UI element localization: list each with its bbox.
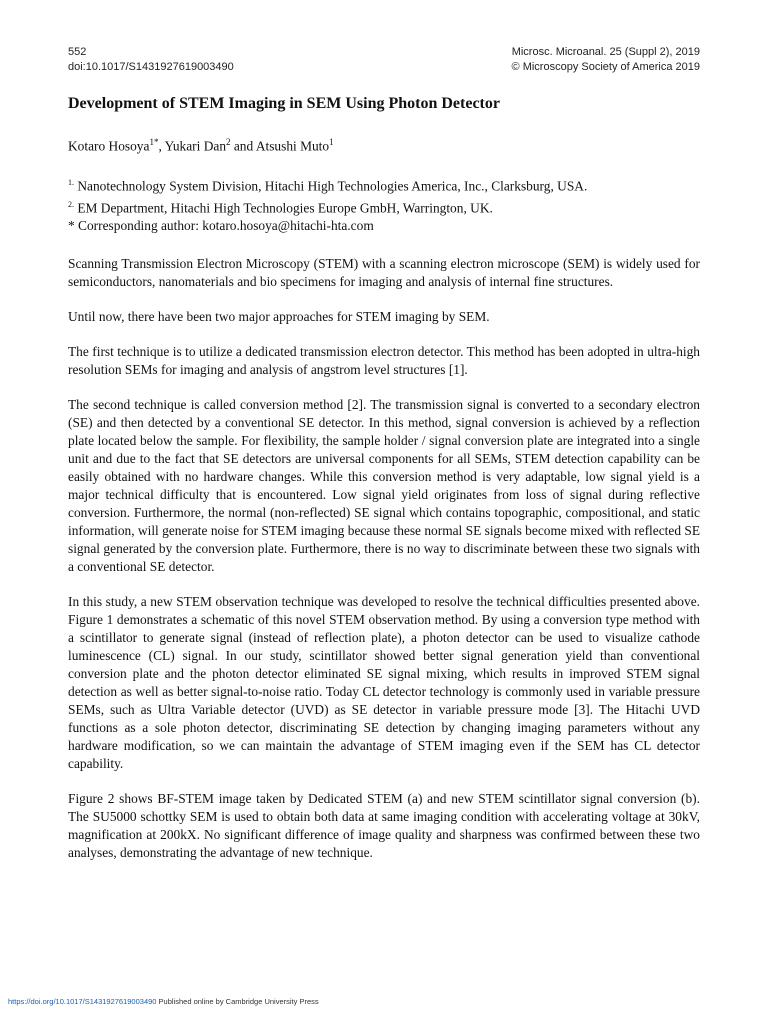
- affiliation-text: EM Department, Hitachi High Technologies Europe GmbH, Warrington, UK.: [74, 200, 493, 216]
- footer-text: Published online by Cambridge University Press: [156, 997, 319, 1006]
- article-body: [68, 94, 700, 876]
- author-affiliation-mark: 1*: [149, 137, 159, 147]
- header-left: [68, 45, 234, 74]
- doi-link[interactable]: https://doi.org/10.1017/S1431927619003490: [8, 997, 157, 1006]
- journal-citation: Microsc. Microanal. 25 (Suppl 2), 2019: [511, 46, 700, 58]
- paragraph-5: In this study, a new STEM observation technique was developed to resolve the technical difficulties presented above. Figure 1 demonstrates a schematic of this novel STEM observation method. By using a conversion type method with a scintillator to generate signal (instead of reflection plate), a photon detector can be used to visualize cathode luminescence (CL) signal. In our study, scintillator showed better signal generation yield than conventional conversion plate and the photon detector eliminated SE signal mixing, which results in improved STEM signal detection as well as better signal-to-noise ratio. Today CL detector technology is commonly used in variable pressure SEMs, such as Ultra Variable detector (UVD) as SE detector in variable pressure mode [3]. The Hitachi UVD functions as a sole photon detector, discriminating SE detection by changing imaging parameters without any hardware modification, so we can maintain the advantage of STEM imaging even if the SEM has CL detector capability.: [68, 594, 700, 772]
- affiliation-2: [68, 196, 700, 217]
- author-name: Atsushi Muto: [255, 138, 330, 154]
- doi: doi:10.1017/S1431927619003490: [68, 60, 234, 73]
- affiliation-text: Nanotechnology System Division, Hitachi High Technologies America, Inc., Clarksburg, USA.: [74, 178, 588, 194]
- author-separator: and: [230, 138, 256, 154]
- paragraph-6: Figure 2 shows BF-STEM image taken by Dedicated STEM (a) and new STEM scintillator signal conversion (b). The SU5000 schottky SEM is used to obtain both data at same imaging condition with accelerating voltage at 30kV, magnification at 200kX. No significant difference of image quality and sharpness was confirmed between these two analyses, demonstrating the advantage of new technique.: [68, 791, 700, 861]
- header-right: [512, 45, 700, 74]
- article-title: Development of STEM Imaging in SEM Using Photon Detector: [68, 95, 500, 112]
- footer: [8, 997, 319, 1006]
- paragraph-1: Scanning Transmission Electron Microscopy (STEM) with a scanning electron microscope (SEM) is widely used for semiconductors, nanomaterials and bio specimens for imaging and analysis of internal fine structures.: [68, 256, 700, 290]
- author-list: [68, 134, 700, 154]
- affiliation-1: [68, 174, 700, 195]
- affiliations: [68, 174, 700, 235]
- paragraph-3: The first technique is to utilize a dedicated transmission electron detector. This method has been adopted in ultra-high resolution SEMs for imaging and analysis of angstrom level structures [1].: [68, 344, 700, 378]
- paragraph-4: The second technique is called conversion method [2]. The transmission signal is converted to a secondary electron (SE) and then detected by a conventional SE detector. In this method, signal conversion is achieved by a reflection plate located below the sample. For flexibility, the sample holder / signal conversion plate are integrated into a single unit and due to the fact that SE detectors are universal components for all SEMs, STEM detection capability can be easily obtained with no hardware changes. While this conversion method is very adaptable, low signal yield is a major technical difficulty that is encountered. Low signal yield originates from loss of signal during reflective conversion. Furthermore, the normal (non-reflected) SE signal which contains topographic, compositional, and static information, will generate noise for STEM imaging because these normal SE signals become mixed with reflected SE signal generated by the conversion plate. Furthermore, there is no way to discriminate between these two signals with a conventional SE detector.: [68, 397, 700, 575]
- corresponding-author: * Corresponding author: kotaro.hosoya@hitachi-hta.com: [68, 218, 374, 234]
- page-number: 552: [68, 46, 87, 58]
- affiliation-mark: 2.: [68, 199, 74, 209]
- author-separator: ,: [158, 138, 165, 154]
- affiliation-mark: 1.: [68, 178, 74, 188]
- author-name: Kotaro Hosoya: [68, 138, 150, 154]
- author-affiliation-mark: 1: [329, 137, 334, 147]
- author-affiliation-mark: 2: [226, 137, 231, 147]
- author-name: Yukari Dan: [164, 138, 227, 154]
- paragraph-2: Until now, there have been two major approaches for STEM imaging by SEM.: [68, 309, 490, 325]
- copyright: © Microscopy Society of America 2019: [511, 60, 700, 73]
